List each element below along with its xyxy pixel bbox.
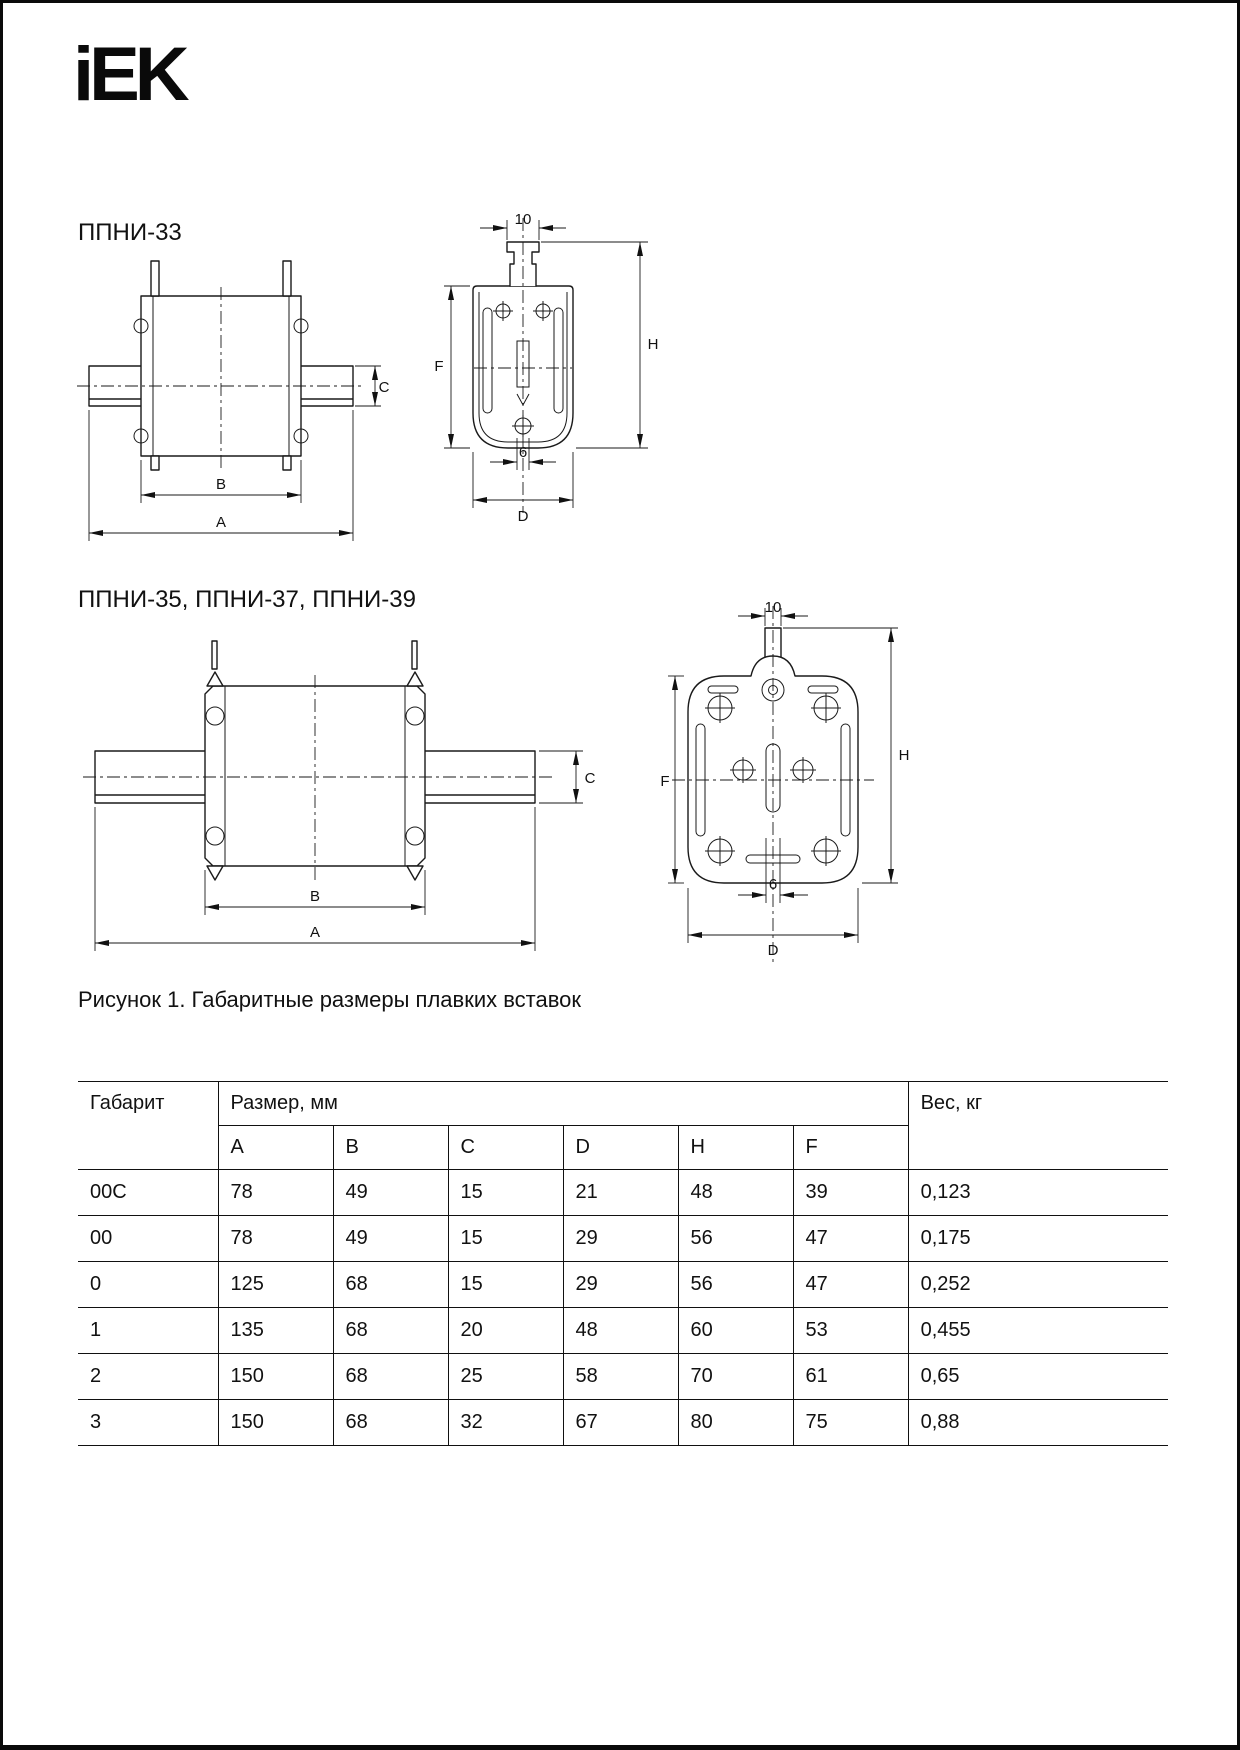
cell-weight: 0,65	[908, 1354, 1168, 1400]
col-header-size: Размер, мм	[218, 1082, 908, 1126]
cell-h: 60	[678, 1308, 793, 1354]
col-header-h: H	[678, 1126, 793, 1170]
cell-weight: 0,123	[908, 1170, 1168, 1216]
dim-label-f: F	[660, 773, 670, 790]
cell-weight: 0,252	[908, 1262, 1168, 1308]
cell-f: 53	[793, 1308, 908, 1354]
table-row	[78, 1354, 1168, 1400]
cell-a: 135	[218, 1308, 333, 1354]
col-header-f: F	[793, 1126, 908, 1170]
dim-label-10: 10	[514, 211, 532, 228]
cell-h: 56	[678, 1262, 793, 1308]
table-row	[78, 1400, 1168, 1446]
cell-a: 150	[218, 1400, 333, 1446]
cell-h: 48	[678, 1170, 793, 1216]
cell-gabarit: 00C	[78, 1170, 218, 1216]
figure-title-ppni35: ППНИ-35, ППНИ-37, ППНИ-39	[78, 586, 416, 613]
cell-b: 49	[333, 1170, 448, 1216]
figure-caption: Рисунок 1. Габаритные размеры плавких вставок	[78, 987, 582, 1012]
cell-weight: 0,175	[908, 1216, 1168, 1262]
cell-c: 20	[448, 1308, 563, 1354]
ppni33-front-view-drawing	[428, 208, 663, 553]
dim-label-c: C	[584, 770, 596, 787]
dim-label-h: H	[647, 336, 659, 353]
table-header-row	[78, 1082, 1168, 1126]
col-header-d: D	[563, 1126, 678, 1170]
dim-label-c: C	[378, 379, 390, 396]
cell-b: 68	[333, 1400, 448, 1446]
cell-weight: 0,88	[908, 1400, 1168, 1446]
cell-gabarit: 3	[78, 1400, 218, 1446]
dimensions-table	[78, 1081, 1168, 1446]
dim-label-10: 10	[764, 599, 782, 616]
dim-label-a: A	[309, 924, 321, 941]
table-row	[78, 1308, 1168, 1354]
cell-gabarit: 0	[78, 1262, 218, 1308]
dim-label-a: A	[215, 514, 227, 531]
col-header-a: A	[218, 1126, 333, 1170]
col-header-gabarit: Габарит	[78, 1082, 218, 1170]
cell-b: 68	[333, 1354, 448, 1400]
cell-f: 61	[793, 1354, 908, 1400]
cell-d: 48	[563, 1308, 678, 1354]
cell-d: 29	[563, 1262, 678, 1308]
col-header-b: B	[333, 1126, 448, 1170]
cell-gabarit: 2	[78, 1354, 218, 1400]
cell-d: 21	[563, 1170, 678, 1216]
table-row	[78, 1262, 1168, 1308]
cell-f: 75	[793, 1400, 908, 1446]
cell-f: 39	[793, 1170, 908, 1216]
cell-gabarit: 1	[78, 1308, 218, 1354]
dim-label-d: D	[767, 942, 779, 959]
dim-label-6: 6	[768, 876, 778, 893]
cell-a: 125	[218, 1262, 333, 1308]
dim-label-b: B	[215, 476, 227, 493]
cell-d: 29	[563, 1216, 678, 1262]
cell-h: 56	[678, 1216, 793, 1262]
cell-f: 47	[793, 1262, 908, 1308]
cell-a: 78	[218, 1170, 333, 1216]
cell-h: 70	[678, 1354, 793, 1400]
ppni35-side-view-drawing	[75, 631, 635, 976]
cell-h: 80	[678, 1400, 793, 1446]
cell-c: 25	[448, 1354, 563, 1400]
table-row	[78, 1216, 1168, 1262]
cell-b: 68	[333, 1262, 448, 1308]
cell-f: 47	[793, 1216, 908, 1262]
table-row	[78, 1170, 1168, 1216]
figure-title-ppni33: ППНИ-33	[78, 219, 182, 246]
dim-label-f: F	[434, 358, 444, 375]
cell-c: 15	[448, 1262, 563, 1308]
cell-a: 78	[218, 1216, 333, 1262]
dim-label-b: B	[309, 888, 321, 905]
dimension-f	[660, 676, 684, 883]
col-header-weight: Вес, кг	[908, 1082, 1168, 1170]
ppni33-side-view-drawing	[71, 251, 391, 561]
cell-a: 150	[218, 1354, 333, 1400]
iek-logo: iEK	[73, 32, 185, 117]
cell-c: 32	[448, 1400, 563, 1446]
cell-gabarit: 00	[78, 1216, 218, 1262]
dim-label-h: H	[898, 747, 910, 764]
dimension-f	[434, 286, 470, 448]
cell-weight: 0,455	[908, 1308, 1168, 1354]
dimension-10	[738, 599, 808, 626]
ppni35-front-view-drawing	[658, 598, 913, 973]
dim-label-6: 6	[518, 444, 528, 461]
cell-d: 58	[563, 1354, 678, 1400]
cell-c: 15	[448, 1170, 563, 1216]
col-header-c: C	[448, 1126, 563, 1170]
dim-label-d: D	[517, 508, 529, 525]
cell-d: 67	[563, 1400, 678, 1446]
cell-b: 68	[333, 1308, 448, 1354]
cell-b: 49	[333, 1216, 448, 1262]
cell-c: 15	[448, 1216, 563, 1262]
